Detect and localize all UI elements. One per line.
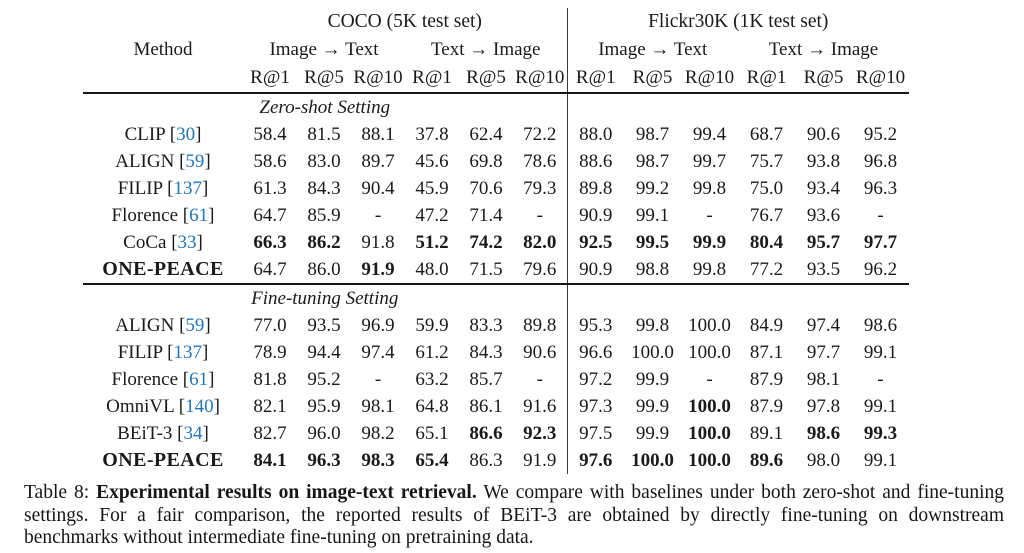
value-cell: 76.7: [749, 204, 784, 226]
value-cell: 96.3: [863, 177, 898, 199]
value-cell: 86.3: [469, 449, 503, 471]
table-row: [83, 339, 909, 366]
value-cell: 64.7: [253, 204, 287, 226]
value-cell: 78.9: [253, 341, 287, 363]
value-cell: 95.9: [307, 395, 341, 417]
section-title: Zero-shot Setting: [259, 96, 391, 118]
value-cell: 99.1: [635, 204, 670, 226]
value-cell: 98.1: [361, 395, 395, 417]
method-column-header: Method: [133, 39, 193, 60]
value-cell: 100.0: [631, 449, 674, 471]
value-cell: 100.0: [688, 341, 731, 363]
table-row: [83, 312, 909, 339]
value-cell: 61.3: [253, 177, 287, 199]
value-cell: 99.3: [863, 422, 898, 444]
value-cell: 83.3: [469, 314, 503, 336]
value-cell: 79.3: [523, 177, 557, 199]
section-title: Fine-tuning Setting: [251, 287, 399, 309]
value-cell: 59.9: [415, 314, 449, 336]
method-name: CLIP: [124, 123, 166, 145]
value-cell: 83.0: [307, 150, 341, 172]
method-name: OmniVL: [106, 395, 174, 417]
value-cell: 99.9: [635, 395, 670, 417]
value-cell: 82.0: [523, 231, 557, 253]
value-cell: 86.2: [307, 231, 341, 253]
table-row: [83, 121, 909, 148]
value-cell: 97.8: [806, 395, 841, 417]
value-cell: 61.2: [415, 341, 449, 363]
value-cell: 47.2: [415, 204, 449, 226]
value-cell: 72.2: [523, 123, 557, 145]
direction-header-flickr-t2i: Text → Image: [768, 39, 879, 60]
value-cell: -: [877, 204, 884, 226]
metric-header: R@10: [684, 67, 735, 88]
value-cell: 98.6: [863, 314, 898, 336]
value-cell: 100.0: [631, 341, 674, 363]
value-cell: 100.0: [688, 395, 731, 417]
citation-link[interactable]: 137: [173, 341, 202, 363]
value-cell: 99.9: [635, 422, 670, 444]
table-row: [83, 393, 909, 420]
value-cell: 81.8: [253, 368, 287, 390]
value-cell: 99.1: [863, 341, 898, 363]
metric-header: R@1: [250, 67, 290, 88]
citation-link[interactable]: 59: [185, 150, 205, 172]
table-header: [83, 8, 909, 93]
metric-header: R@5: [632, 67, 673, 88]
citation-link[interactable]: 33: [177, 231, 197, 253]
value-cell: 85.9: [307, 204, 341, 226]
value-cell: 97.5: [567, 420, 624, 447]
value-cell: 58.4: [253, 123, 287, 145]
metric-header: R@5: [466, 67, 506, 88]
value-cell: 89.8: [567, 175, 624, 202]
value-cell: 63.2: [415, 368, 449, 390]
value-cell: 65.1: [415, 422, 449, 444]
method-name: Florence: [111, 368, 179, 390]
citation-link[interactable]: 140: [185, 395, 214, 417]
metric-header: R@1: [412, 67, 452, 88]
value-cell: 92.5: [567, 229, 624, 256]
value-cell: 97.7: [863, 231, 898, 253]
metric-header: R@10: [353, 67, 403, 88]
value-cell: 84.1: [253, 449, 287, 471]
value-cell: 99.7: [692, 150, 727, 172]
metric-header: R@10: [515, 67, 565, 88]
value-cell: 80.4: [749, 231, 784, 253]
value-cell: 84.3: [307, 177, 341, 199]
table-row: [83, 256, 909, 284]
section-header-row: [83, 284, 909, 312]
results-table: [83, 8, 909, 474]
citation-link[interactable]: 137: [173, 177, 202, 199]
table-row: [83, 175, 909, 202]
direction-header-flickr-i2t: Image → Text: [567, 36, 738, 64]
method-cell: ALIGN [59]: [115, 314, 211, 336]
value-cell: 92.3: [523, 422, 557, 444]
value-cell: 98.1: [806, 368, 841, 390]
value-cell: 87.9: [749, 368, 784, 390]
value-cell: 98.7: [635, 123, 670, 145]
value-cell: 64.7: [253, 258, 287, 280]
value-cell: 88.6: [567, 148, 624, 175]
value-cell: 90.9: [567, 202, 624, 229]
value-cell: 93.4: [806, 177, 841, 199]
value-cell: 89.6: [749, 449, 784, 471]
value-cell: 64.8: [415, 395, 449, 417]
value-cell: 97.4: [806, 314, 841, 336]
value-cell: 96.3: [307, 449, 341, 471]
method-cell: FILIP [137]: [117, 177, 209, 199]
metric-header-row: [83, 64, 909, 93]
value-cell: 99.9: [635, 368, 670, 390]
direction-header-coco-t2i: Text → Image: [431, 39, 541, 60]
value-cell: 91.9: [523, 449, 557, 471]
group-header-row: [83, 8, 909, 36]
value-cell: 75.7: [749, 150, 784, 172]
group-header-flickr: Flickr30K (1K test set): [567, 8, 909, 36]
method-name: FILIP: [117, 341, 163, 363]
method-name: ONE-PEACE: [102, 258, 224, 280]
value-cell: 81.5: [307, 123, 341, 145]
method-cell: [83, 447, 243, 474]
value-cell: 98.2: [361, 422, 395, 444]
value-cell: -: [536, 368, 543, 390]
value-cell: 87.1: [749, 341, 784, 363]
value-cell: 99.1: [863, 395, 898, 417]
value-cell: 95.3: [567, 312, 624, 339]
value-cell: 62.4: [469, 123, 503, 145]
method-name: Florence: [111, 204, 179, 226]
value-cell: 68.7: [749, 123, 784, 145]
method-name: FILIP: [117, 177, 163, 199]
citation-link[interactable]: 61: [189, 204, 209, 226]
value-cell: 84.3: [469, 341, 503, 363]
value-cell: 51.2: [415, 231, 449, 253]
value-cell: 90.6: [523, 341, 557, 363]
method-cell: CoCa [33]: [123, 231, 203, 253]
value-cell: 58.6: [253, 150, 287, 172]
value-cell: 77.2: [749, 258, 784, 280]
value-cell: 71.5: [469, 258, 503, 280]
value-cell: 97.6: [567, 447, 624, 474]
metric-header-spacer: [83, 64, 243, 93]
method-name: ONE-PEACE: [102, 449, 224, 471]
section-spacer: [567, 284, 909, 312]
group-header-coco: COCO (5K test set): [327, 11, 482, 32]
value-cell: 96.2: [863, 258, 898, 280]
method-name: CoCa: [123, 231, 167, 253]
value-cell: 97.7: [806, 341, 841, 363]
value-cell: -: [374, 368, 382, 390]
value-cell: 96.0: [307, 422, 341, 444]
value-cell: 89.7: [361, 150, 395, 172]
value-cell: 99.4: [692, 123, 727, 145]
value-cell: 91.9: [361, 258, 395, 280]
table-row: [83, 420, 909, 447]
value-cell: -: [536, 204, 543, 226]
citation-link[interactable]: 34: [183, 422, 203, 444]
value-cell: 93.8: [806, 150, 841, 172]
value-cell: 97.4: [361, 341, 395, 363]
value-cell: 99.5: [635, 231, 670, 253]
value-cell: 99.8: [692, 258, 727, 280]
value-cell: 90.4: [361, 177, 395, 199]
value-cell: 82.1: [253, 395, 287, 417]
value-cell: 77.0: [253, 314, 287, 336]
metric-header: R@10: [855, 67, 906, 88]
value-cell: 95.2: [307, 368, 341, 390]
table-row: [83, 366, 909, 393]
method-cell: ALIGN [59]: [115, 150, 211, 172]
value-cell: 97.3: [567, 393, 624, 420]
value-cell: 99.9: [692, 231, 727, 253]
value-cell: 45.6: [415, 150, 449, 172]
value-cell: 97.2: [567, 366, 624, 393]
metric-header: R@5: [803, 67, 844, 88]
value-cell: 89.8: [523, 314, 557, 336]
value-cell: 93.6: [806, 204, 841, 226]
value-cell: 99.8: [635, 314, 670, 336]
table-caption: [24, 482, 1004, 550]
value-cell: 65.4: [415, 449, 449, 471]
value-cell: 69.8: [469, 150, 503, 172]
value-cell: 98.3: [361, 449, 395, 471]
value-cell: 100.0: [688, 314, 731, 336]
citation-link[interactable]: 61: [189, 368, 209, 390]
value-cell: 95.2: [863, 123, 898, 145]
method-cell: Florence [61]: [111, 368, 215, 390]
method-cell: FILIP [137]: [117, 341, 209, 363]
value-cell: 79.6: [523, 258, 557, 280]
value-cell: 90.9: [567, 256, 624, 284]
value-cell: 88.1: [361, 123, 395, 145]
citation-link[interactable]: 30: [176, 123, 196, 145]
table-body: [83, 93, 909, 474]
value-cell: 98.8: [635, 258, 670, 280]
value-cell: 86.6: [469, 422, 503, 444]
caption-bold-title: Experimental results on image-text retrieval.: [96, 482, 477, 503]
method-cell: BEiT-3 [34]: [117, 422, 209, 444]
value-cell: 96.9: [361, 314, 395, 336]
direction-header-coco-i2t: Image → Text: [269, 39, 379, 60]
table-row: [83, 229, 909, 256]
value-cell: 78.6: [523, 150, 557, 172]
value-cell: 90.6: [806, 123, 841, 145]
value-cell: -: [877, 368, 884, 390]
value-cell: 98.7: [635, 150, 670, 172]
value-cell: 71.4: [469, 204, 503, 226]
value-cell: -: [706, 204, 713, 226]
value-cell: 95.7: [806, 231, 841, 253]
value-cell: 82.7: [253, 422, 287, 444]
value-cell: 86.0: [307, 258, 341, 280]
value-cell: 75.0: [749, 177, 784, 199]
method-cell: OmniVL [140]: [106, 395, 220, 417]
value-cell: 96.8: [863, 150, 898, 172]
method-cell: CLIP [30]: [124, 123, 202, 145]
value-cell: 91.6: [523, 395, 557, 417]
value-cell: 93.5: [307, 314, 341, 336]
value-cell: 99.2: [635, 177, 670, 199]
value-cell: 100.0: [688, 449, 731, 471]
table-row: [83, 202, 909, 229]
value-cell: 96.6: [567, 339, 624, 366]
method-name: ALIGN: [115, 314, 175, 336]
value-cell: -: [706, 368, 713, 390]
value-cell: 98.0: [806, 449, 841, 471]
citation-link[interactable]: 59: [185, 314, 205, 336]
value-cell: 91.8: [361, 231, 395, 253]
metric-header: R@5: [304, 67, 344, 88]
caption-text: We compare with baselines under both zero-shot and fine-tuning settings. For a fair comparison, the reported results of BEiT-3 are obtained by directly fine-tuning on downstream benchmarks without intermediate fine-tuning on pretraining data.: [24, 482, 1004, 548]
value-cell: 85.7: [469, 368, 503, 390]
value-cell: 48.0: [415, 258, 449, 280]
value-cell: 98.6: [806, 422, 841, 444]
section-spacer: [567, 93, 909, 121]
value-cell: 89.1: [749, 422, 784, 444]
caption-label: Table 8:: [24, 482, 90, 503]
value-cell: 94.4: [307, 341, 341, 363]
table-row: [83, 148, 909, 175]
metric-header: R@1: [746, 67, 787, 88]
value-cell: 100.0: [688, 422, 731, 444]
value-cell: 87.9: [749, 395, 784, 417]
method-name: BEiT-3: [117, 422, 173, 444]
metric-header: R@1: [567, 64, 624, 93]
method-name: ALIGN: [115, 150, 175, 172]
value-cell: 86.1: [469, 395, 503, 417]
method-cell: [83, 256, 243, 284]
method-cell: Florence [61]: [111, 204, 215, 226]
section-header-row: [83, 93, 909, 121]
value-cell: 74.2: [469, 231, 503, 253]
value-cell: 66.3: [253, 231, 287, 253]
value-cell: 37.8: [415, 123, 449, 145]
value-cell: 93.5: [806, 258, 841, 280]
value-cell: 84.9: [749, 314, 784, 336]
value-cell: 88.0: [567, 121, 624, 148]
value-cell: 45.9: [415, 177, 449, 199]
value-cell: -: [374, 204, 382, 226]
table-row: [83, 447, 909, 474]
value-cell: 99.8: [692, 177, 727, 199]
value-cell: 99.1: [863, 449, 898, 471]
value-cell: 70.6: [469, 177, 503, 199]
